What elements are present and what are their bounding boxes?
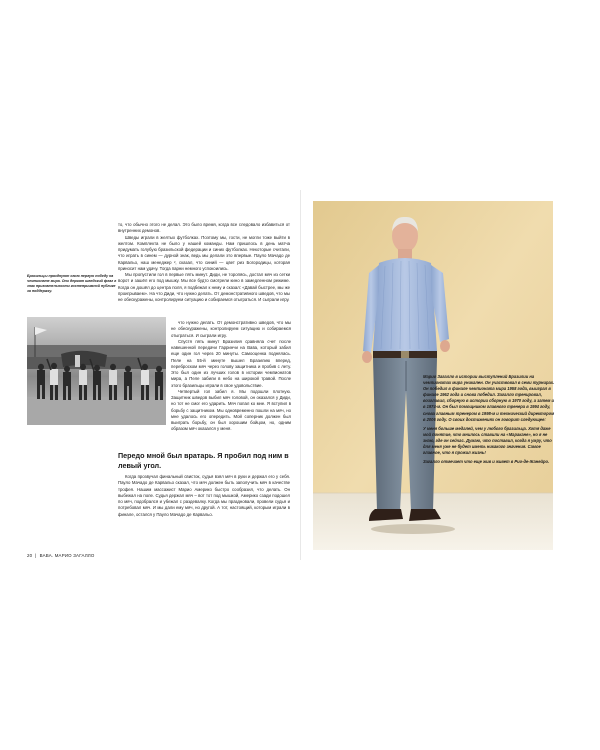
pull-quote-heading: Передо мной был вратарь. Я пробил под ним в левый угол.: [118, 451, 289, 470]
article-text-narrow: [171, 320, 291, 433]
running-head: ВАВА. МАРИО ЗАГАЛЛО: [39, 553, 95, 558]
team-celebration-photo: [27, 317, 166, 425]
paragraph: что нужно делать. От демонстративно шведов, что мы не обескуражены, контролируем ситуацию и собираемся отыграться. И сыграли игру.: [171, 320, 291, 338]
paragraph: то, что обычно этого не делал. Это было время, когда все следовало избавиться от внутренних демонов.: [118, 222, 290, 234]
page-footer: [27, 553, 94, 558]
paragraph: Спустя пять минут Бразилия сравняла счет после навешенной передачи Гарринчи на Вава, который забил еще один гол через 20 минуты. Самооценка поднялась. Пеле на 55-й минуте вышел Бразилию вперед, переброском мяч через голову защитника и пробив с лету. Это был один из лучших голов в истории чемпионатов мира, а Пеле забили в небо на широкой травой. После этого бразильцы играли в свое удовольствие.: [171, 338, 291, 388]
page-number: 20: [27, 553, 33, 558]
page-gutter: [300, 190, 301, 560]
caption-paragraph: Загалло отмечает что еще жив и живет в Рио-де-Жанейро.: [423, 459, 550, 465]
paragraph: Мы пропустили гол в первые пять минут. Диди, не торопясь, достал мяч из сетки ворот и зашёл его под мышку. Мы все будто смотрели кино в замедленном режиме. Когда он дошёл до центра поля, я подбежал к нему и сказал: «Давай быстрее, мы же проигрываем». На что Диди, что нужно делать. От демонстративного шведов, что мы не обескуражены, контролируем ситуацию и собираемся отыграться. И сыграли игру.: [118, 272, 290, 302]
paragraph: Четвертый гол забил я. Мы подошли плотную. Защитник шведов выбил мяч головой, он оказался у Диди, но тот не смог его ударить. Мяч попал ко мне. Я вступил в борьбу с защитником. Мы одновременно пошли на мяч, но мне удалось его опередить. Мой соперник должен был выиграть борьбу, он был хорошим бойцом, но, одним образом мяч оказался у меня.: [171, 388, 291, 432]
article-text-top: [118, 222, 290, 303]
caption-paragraph: Марио Загалло в истории выступлений Бразилии на чемпионатах мира уникален. Он участвовал в семи турнирах. Он победил в финале чемпионата мира 1958 года, выиграл в финале 1962 года и снова победил. Загалло тренировал, возглавил, сборную в истории сборную в 1970 году, а затем и в 1974-м. Он был помощником главного тренера в 1994 году, снова главным тренером в 1998-м и технический директором в 2006 году. О своих достижениях он говорит следующее:: [423, 374, 555, 422]
portrait-caption: [423, 374, 557, 468]
paragraph: Шведы играли в желтых футболках. Поэтому мы, гости, не могли тоже выйти в желтом. Комплекта не было у нашей команды. Нам пришлось в день матча придумать голубую бразильской федерации и синих футболках. Некоторые считали, что играть в синем — дурной знак, ведь мы делали это впервые. Пауло Мачадо де Карвальо, наш менеджер ², сказал, что синий — цвет риз Богородицы, которая приносит нам удачу. Тогда парни немного успокоились.: [118, 234, 290, 271]
caption-paragraph: У меня больше медалей, чем у любого бразильца. Хотя даже мой понятие, что мнилось ставили на «Маракане», но я не знаю, где он сейчас. Думаю, что поставил, когда я умру, что для меня уже не будет иметь никакого значения. Самое главное, что я прожил жизнь!: [423, 425, 552, 456]
photo-caption: Бразильцы празднуют свою первую победу на чемпионате мира. Они держат шведский флаг в знак признательности гостеприимной публике за поддержку.: [27, 274, 117, 293]
footer-separator: |: [35, 553, 37, 558]
article-text-bottom: [118, 474, 290, 518]
paragraph: Когда прозвучал финальный свисток, судья взял мяч в руки и держал его у себя. Пауло Мачадо де Карвальо сказал, что мяч должен быть заполучить мяч в качестве трофея. Нашим массажист Марио Америко быстро сообразил, что делать. Он выбежал на поле. Судья держал мяч – вот тот под мышкой, Америко сзади подошел по мяч, подобрался и убежал с раздевалку. Когда мы праздновали, провели судья и потребовал мяч. И мы дали ему мяч, но другой. А тот, настоящий, которым играли в финале, остался у Пауло Мачадо де Карвальо.: [118, 474, 290, 517]
